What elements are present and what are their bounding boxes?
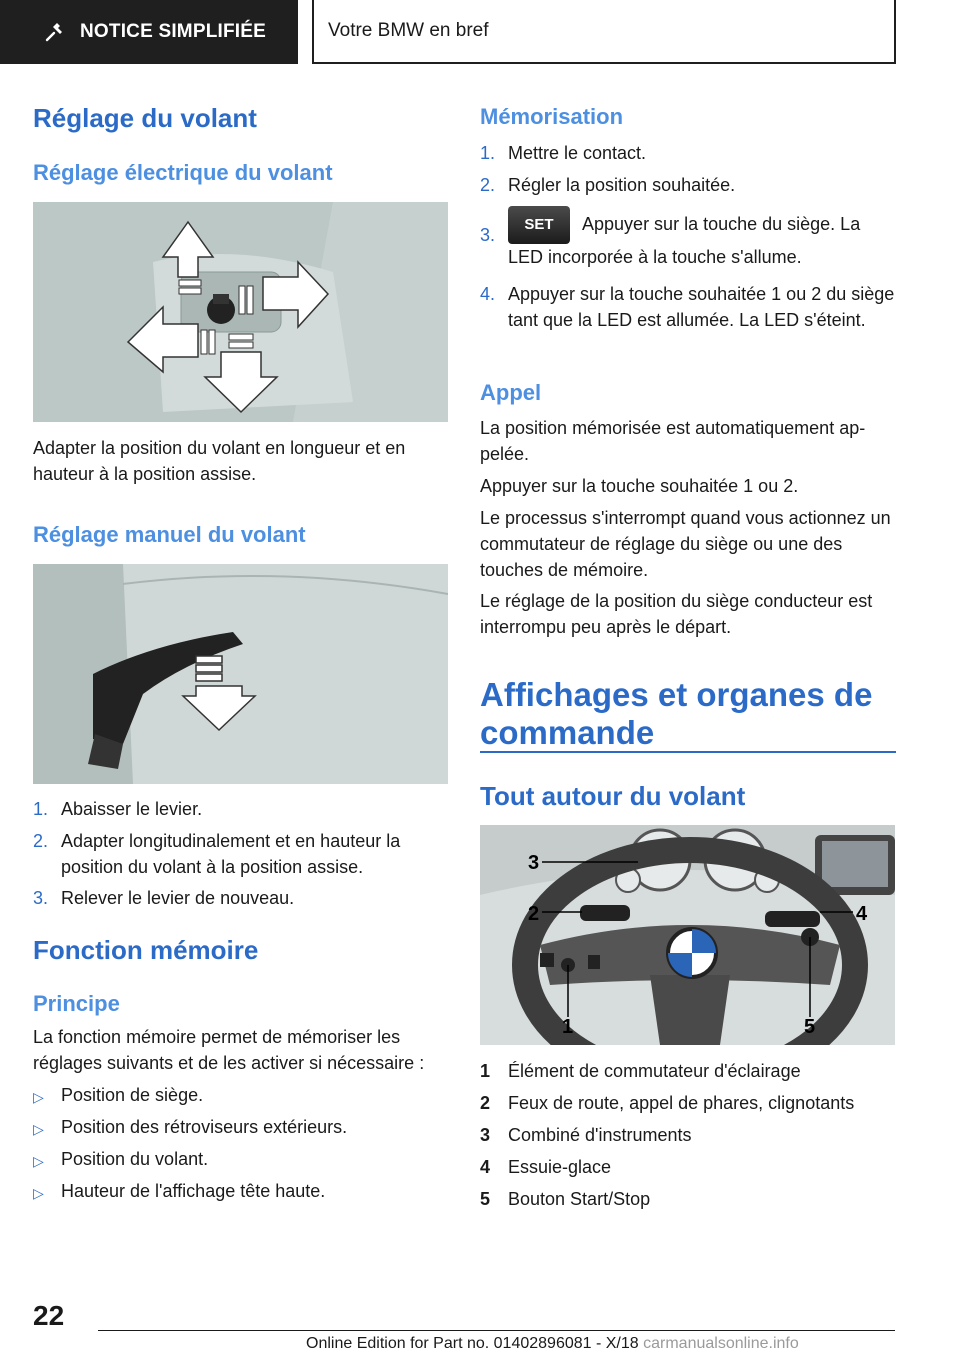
memory-item-text: Position des rétroviseurs extérieurs.	[61, 1117, 348, 1137]
step-text: Appuyer sur la touche souhaitée 1 ou 2 du siège tant que la LED est allumée. La LED s'éteint.	[508, 284, 895, 330]
step-text: Relever le levier de nouveau.	[61, 888, 295, 908]
legend-text: Bouton Start/Stop	[508, 1189, 651, 1209]
memory-item-text: Position de siège.	[61, 1085, 204, 1105]
appel-paragraph-1: La position mémorisée est automatiquement ap‐pelée.	[480, 418, 866, 464]
memory-item	[33, 1146, 208, 1174]
manual-adjust-figure	[33, 564, 448, 784]
mem-step-2	[480, 172, 895, 198]
set-button-icon: SET	[508, 206, 570, 244]
watermark: carmanualsonline.info	[643, 1335, 799, 1352]
legend-text: Élément de commutateur d'éclairage	[508, 1061, 801, 1081]
section-label: NOTICE SIMPLIFIÉE	[80, 21, 267, 42]
electric-adjust-figure	[33, 202, 448, 422]
page-number: 22	[33, 1300, 65, 1331]
triangle-bullet-icon: ▷	[33, 1153, 44, 1169]
step-text: Abaisser le levier.	[61, 799, 203, 819]
step-text: Régler la position souhaitée.	[508, 175, 736, 195]
step-text: Adapter longitudinalement et en hauteur la position du volant à la position assise.	[61, 831, 401, 877]
triangle-bullet-icon: ▷	[33, 1089, 44, 1105]
manual-step-1	[33, 796, 443, 822]
step-number: 4.	[480, 284, 496, 304]
triangle-bullet-icon: ▷	[33, 1185, 44, 1201]
footer-rule	[98, 1330, 895, 1331]
legend-text: Feux de route, appel de phares, clignotants	[508, 1093, 855, 1113]
step-text: Appuyer sur la touche du siège. La LED incorporée à la touche s'allume.	[508, 213, 861, 267]
memory-item-text: Position du volant.	[61, 1149, 209, 1169]
legend-number: 2	[480, 1093, 491, 1113]
appel-paragraph-3: Le processus s'interrompt quand vous actionnez un commutateur de réglage du siège ou une des touches de mémoire.	[480, 508, 891, 580]
memory-item	[33, 1178, 325, 1206]
step-number: 3.	[480, 225, 496, 245]
step-text: Mettre le contact.	[508, 143, 647, 163]
controls-title: Affichages et organes de commande	[480, 676, 873, 751]
legend-number: 1	[480, 1061, 491, 1081]
electric-adjust-illustration	[33, 202, 448, 422]
appel-paragraph-2: Appuyer sur la touche souhaitée 1 ou 2.	[480, 476, 799, 496]
steering-wheel-illustration	[480, 825, 895, 1045]
legend-text: Combiné d'instruments	[508, 1125, 692, 1145]
callout-5: 5	[804, 1016, 816, 1038]
memory-item	[33, 1082, 203, 1110]
principle-heading: Principe	[33, 991, 120, 1016]
legend-item-3	[480, 1122, 692, 1148]
mem-step-3	[480, 206, 895, 270]
appel-paragraph-4: Le réglage de la position du siège conducteur est interrompu peu après le départ.	[480, 591, 873, 637]
chapter-label: Votre BMW en bref	[328, 20, 489, 41]
memory-function-title: Fonction mémoire	[33, 935, 259, 965]
step-number: 2.	[33, 831, 49, 851]
manual-step-2	[33, 828, 443, 880]
footer-edition	[306, 1335, 799, 1353]
principle-text: La fonction mémoire permet de mémoriser les réglages suivants et de les activer si nécessaire :	[33, 1027, 425, 1073]
legend-number: 3	[480, 1125, 491, 1145]
legend-item-4	[480, 1154, 611, 1180]
step-number: 1.	[480, 143, 496, 163]
memorisation-heading: Mémorisation	[480, 104, 624, 129]
steering-wheel-figure	[480, 825, 895, 1045]
legend-item-5	[480, 1186, 650, 1212]
mem-step-3-body	[508, 206, 895, 270]
callout-1: 1	[562, 1016, 574, 1038]
memory-item	[33, 1114, 347, 1142]
legend-item-1	[480, 1058, 801, 1084]
triangle-bullet-icon: ▷	[33, 1121, 44, 1137]
callout-3: 3	[528, 852, 540, 874]
wheel-heading: Tout autour du volant	[480, 781, 746, 811]
appel-heading: Appel	[480, 380, 542, 405]
step-number: 1.	[33, 799, 49, 819]
legend-text: Essuie-glace	[508, 1157, 612, 1177]
electric-adjust-heading: Réglage électrique du volant	[33, 160, 333, 185]
steering-adjust-title: Réglage du volant	[33, 103, 257, 133]
legend-number: 4	[480, 1157, 491, 1177]
title-rule	[480, 751, 896, 753]
callout-2: 2	[528, 903, 540, 925]
mem-step-4	[480, 281, 895, 333]
legend-number: 5	[480, 1189, 491, 1209]
callout-4: 4	[856, 903, 868, 925]
manual-adjust-heading: Réglage manuel du volant	[33, 522, 306, 547]
mem-step-1	[480, 140, 895, 166]
edition-text: Online Edition for Part no. 01402896081 - X/18	[306, 1335, 639, 1352]
legend-item-2	[480, 1090, 854, 1116]
electric-adjust-text: Adapter la position du volant en longueur et en hauteur à la position assise.	[33, 438, 406, 484]
header-chapter-tab	[312, 0, 896, 64]
manual-adjust-illustration	[33, 564, 448, 784]
step-number: 3.	[33, 888, 49, 908]
memory-item-text: Hauteur de l'affichage tête haute.	[61, 1181, 326, 1201]
header-section-tab	[0, 0, 298, 64]
manual-step-3	[33, 885, 443, 911]
pin-icon	[44, 21, 66, 43]
step-number: 2.	[480, 175, 496, 195]
